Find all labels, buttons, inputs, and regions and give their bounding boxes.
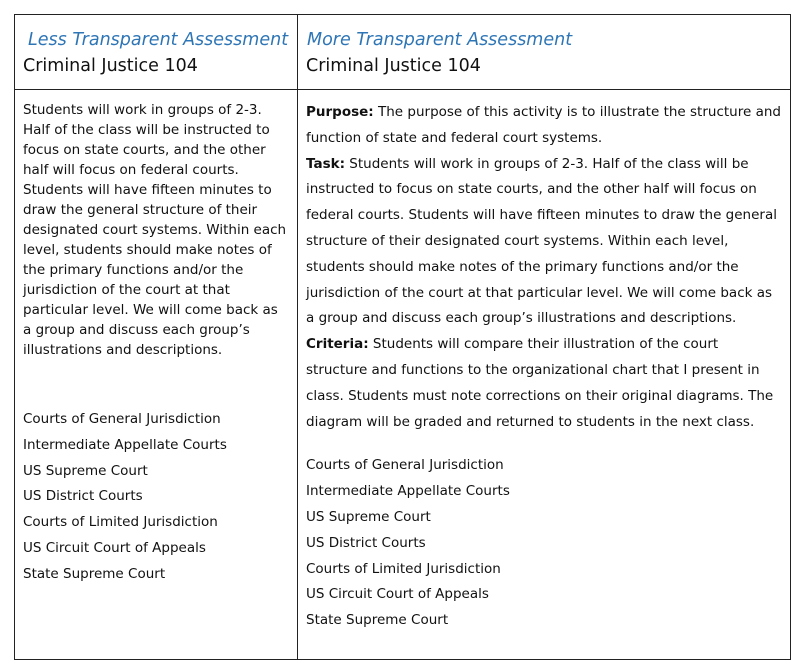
- left-course: Criminal Justice 104: [23, 56, 198, 76]
- right-header-cell: [298, 15, 790, 89]
- list-item: Courts of General Jurisdiction: [23, 411, 221, 427]
- criteria-text: Students will compare their illustration of the court structure and functions to the organizational chart that I present in class. Students must note corrections on their original diagrams. The diagram will be graded and returned to students in the next class.: [306, 336, 774, 430]
- task-text: Students will work in groups of 2-3. Half of the class will be instructed to focus on state courts, and the other half will focus on federal courts. Students will have fifteen minutes to draw the general structure of their designated court systems. Within each level, students should make notes of the primary functions and/or the jurisdiction of the court at that particular level. We will come back as a group and discuss each group’s illustrations and descriptions.: [306, 155, 777, 327]
- purpose-paragraph: [306, 100, 782, 152]
- list-item: US Circuit Court of Appeals: [23, 539, 206, 556]
- list-item: Intermediate Appellate Courts: [306, 483, 510, 500]
- list-item: US Circuit Court of Appeals: [306, 586, 489, 603]
- right-court-list: [306, 453, 782, 634]
- list-item: US Supreme Court: [23, 462, 148, 479]
- task-label: Task:: [306, 155, 345, 172]
- list-item: Courts of General Jurisdiction: [306, 457, 504, 474]
- criteria-paragraph: [306, 332, 782, 435]
- list-item: US Supreme Court: [306, 508, 431, 525]
- task-paragraph: [306, 152, 782, 333]
- list-item: Courts of Limited Jurisdiction: [23, 514, 218, 531]
- right-title: More Transparent Assessment: [307, 30, 573, 50]
- list-item: Intermediate Appellate Courts: [23, 436, 227, 453]
- list-item: US District Courts: [306, 534, 426, 551]
- left-header-cell: [15, 15, 297, 89]
- criteria-label: Criteria:: [306, 336, 369, 353]
- right-course: Criminal Justice 104: [306, 56, 481, 76]
- list-item: State Supreme Court: [306, 612, 449, 629]
- purpose-label: Purpose:: [306, 104, 374, 120]
- list-item: State Supreme Court: [23, 565, 166, 582]
- list-item: Courts of Limited Jurisdiction: [306, 560, 501, 577]
- left-description: Students will work in groups of 2-3. Half of the class will be instructed to focus on state courts, and the other half will focus on federal courts. Students will have fifteen minutes to draw the general structure of their designated court systems. Within each level, students should make notes of the primary functions and/or the jurisdiction of the court at that particular level. We will come back as a group and discuss each group’s illustrations and descriptions.: [23, 102, 287, 358]
- purpose-text: The purpose of this activity is to illustrate the structure and function of state and federal court systems.: [306, 104, 781, 146]
- comparison-table: [14, 14, 791, 660]
- left-title: Less Transparent Assessment: [28, 30, 289, 50]
- left-body-cell: [15, 90, 297, 659]
- right-body-cell: [298, 90, 790, 659]
- list-item: US District Courts: [23, 488, 143, 505]
- left-court-list: [23, 407, 289, 588]
